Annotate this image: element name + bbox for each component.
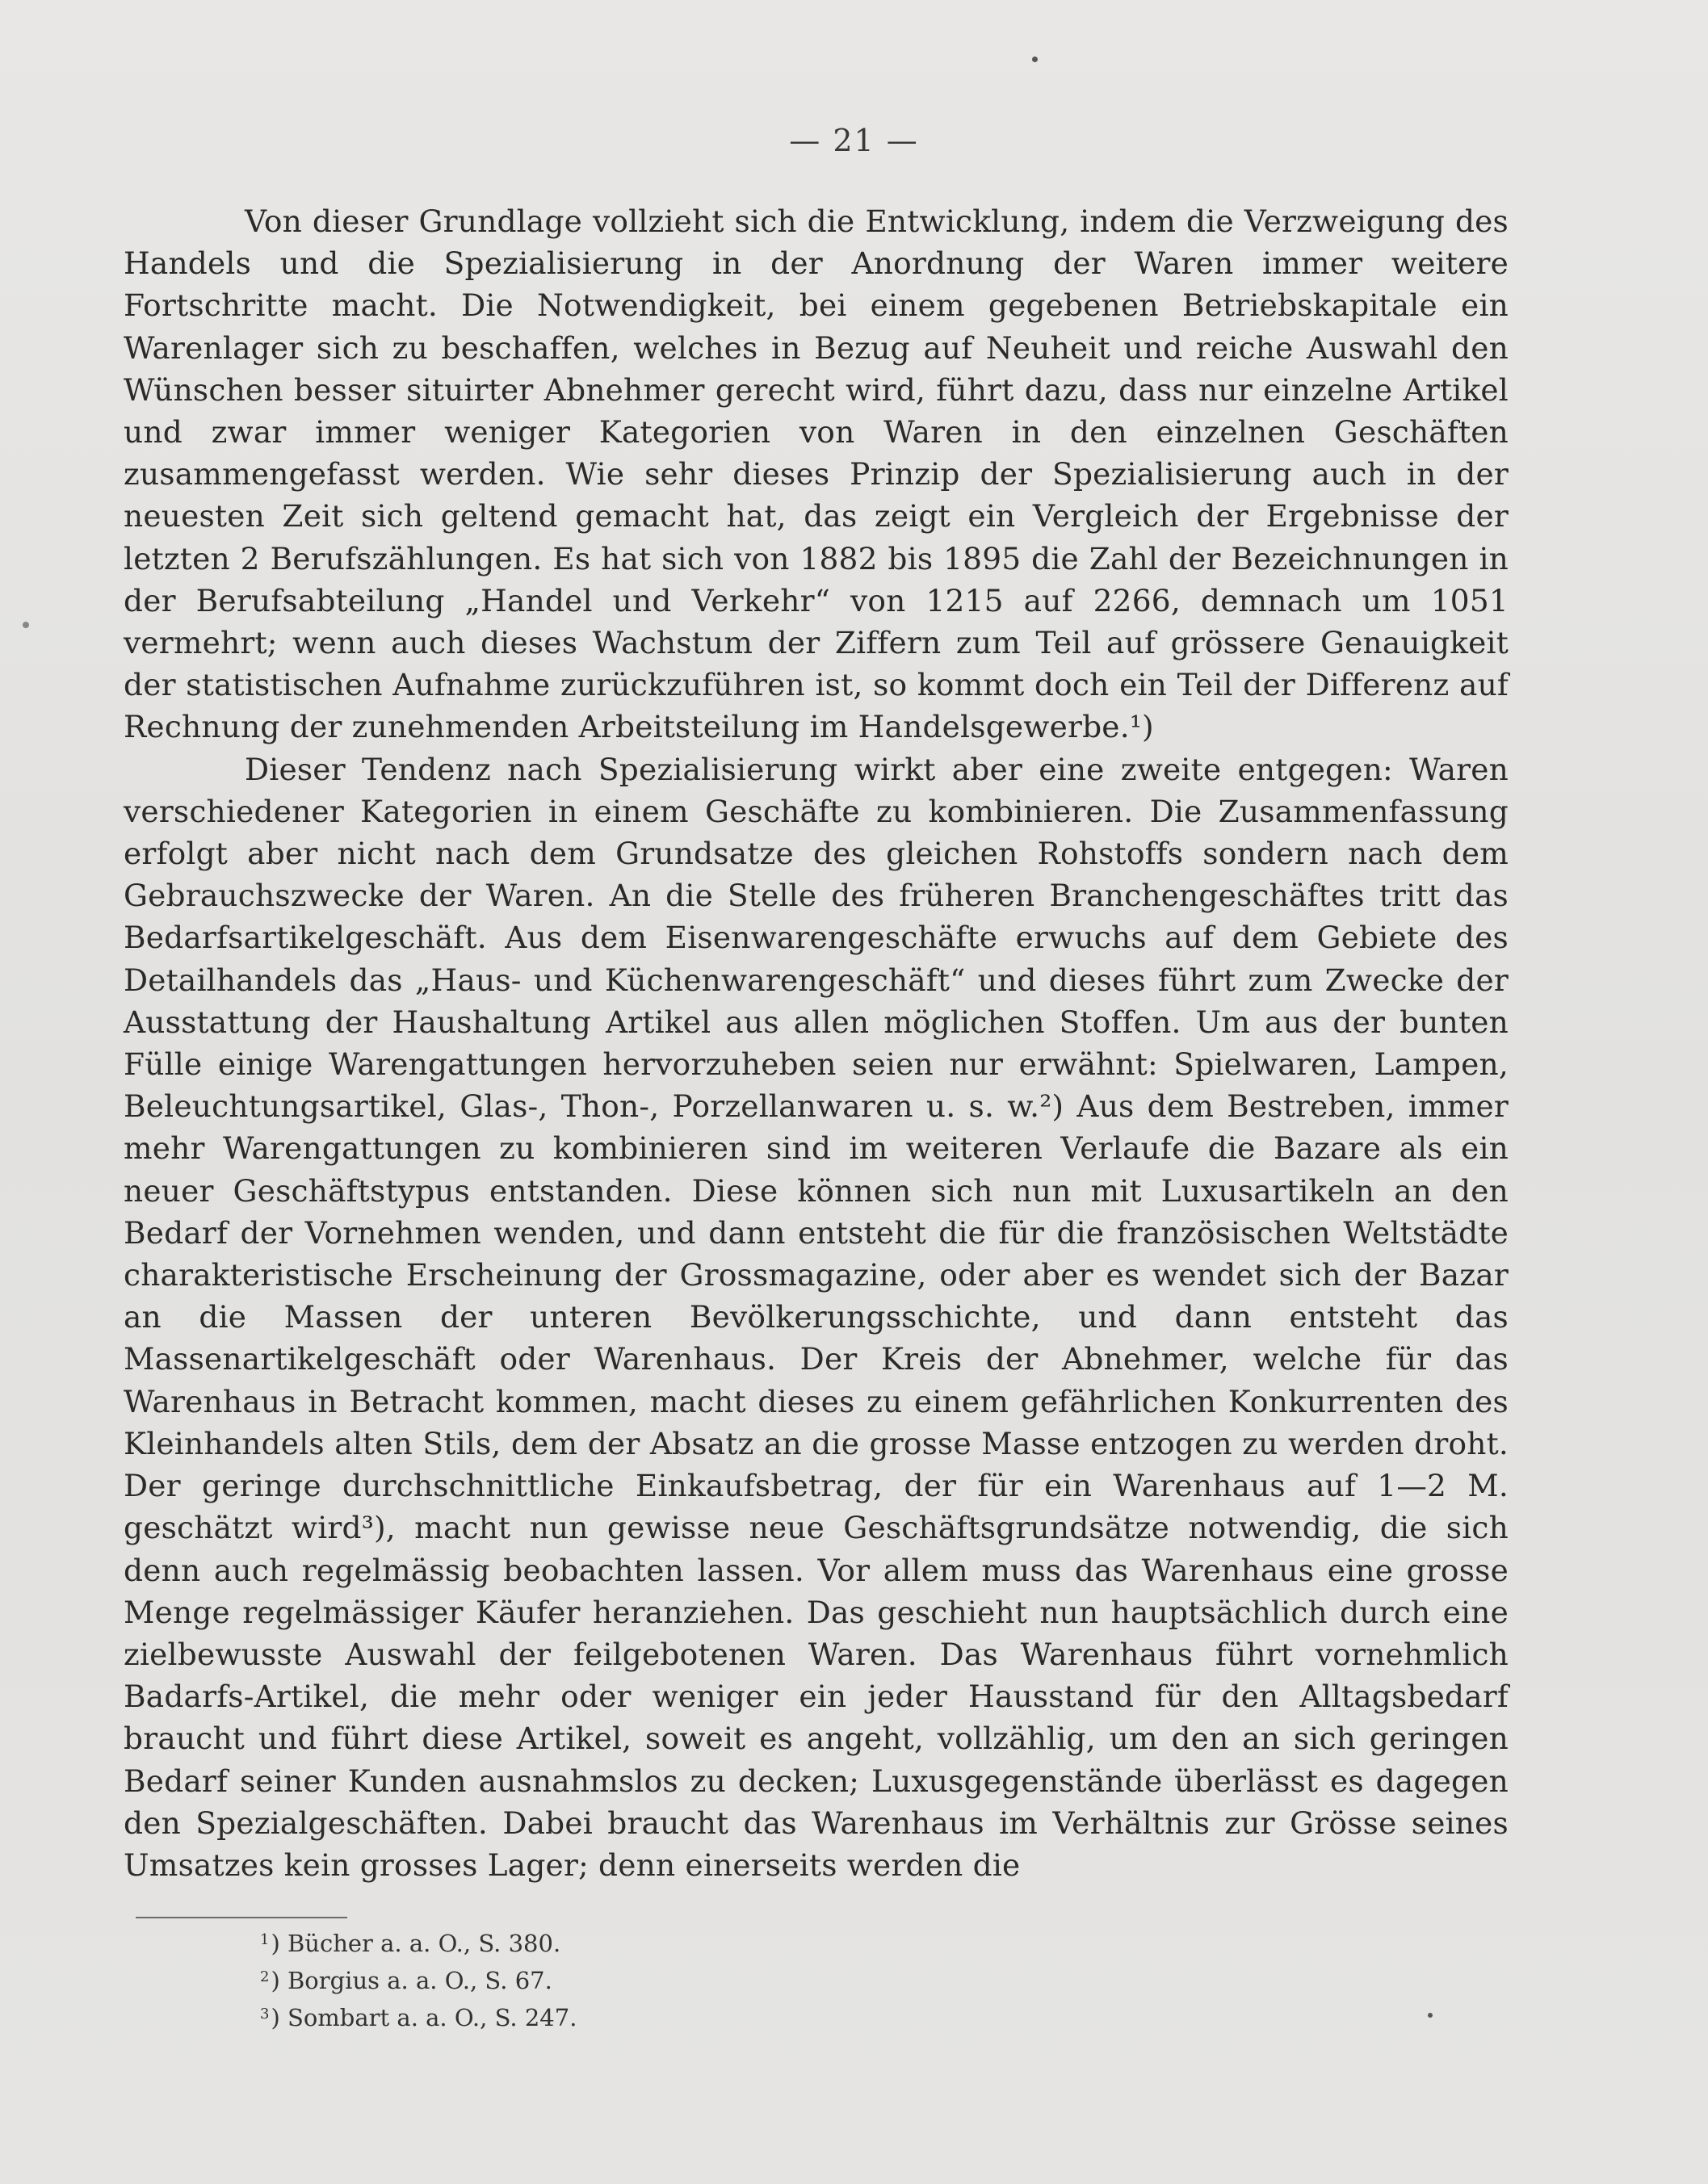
- page-number: — 21 —: [789, 123, 919, 158]
- footnote-marker: 3: [260, 2006, 270, 2023]
- footnote-text: ) Bücher a. a. O., S. 380.: [271, 1930, 561, 1957]
- footnote-3: [260, 1997, 987, 2035]
- paper-speck: [1428, 2013, 1433, 2018]
- paragraph-2: Dieser Tendenz nach Spezialisierung wirkt aber eine zweite entgegen: Waren verschiedener Kategorien in einem Geschäfte zu kombinieren. Die Zusammenfassung erfolgt aber nicht nach dem Grundsatze des gleichen Rohstoffs sondern nach dem Gebrauchszwecke der Waren. An die Stelle des früheren Branchengeschäftes tritt das Bedarfsartikelgeschäft. Aus dem Eisenwarengeschäfte erwuchs auf dem Gebiete des Detailhandels das „Haus- und Küchenwarengeschäft“ und dieses führt zum Zwecke der Ausstattung der Haushaltung Artikel aus allen möglichen Stoffen. Um aus der bunten Fülle einige Warengattungen hervorzuheben seien nur erwähnt: Spielwaren, Lampen, Beleuchtungsartikel, Glas-, Thon-, Porzellanwaren u. s. w.²) Aus dem Bestreben, immer mehr Warengattungen zu kombinieren sind im weiteren Verlaufe die Bazare als ein neuer Geschäftstypus entstanden. Diese können sich nun mit Luxusartikeln an den Bedarf der Vornehmen wenden, und dann entsteht die für die französischen Weltstädte charakteristische Erscheinung der Grossmagazine, oder aber es wendet sich der Bazar an die Massen der unteren Bevölkerungsschichte, und dann entsteht das Massenartikelgeschäft oder Warenhaus. Der Kreis der Abnehmer, welche für das Warenhaus in Betracht kommen, macht dieses zu einem gefährlichen Konkurrenten des Kleinhandels alten Stils, dem der Absatz an die grosse Masse entzogen zu werden droht. Der geringe durchschnittliche Einkaufsbetrag, der für ein Warenhaus auf 1—2 M. geschätzt wird³), macht nun gewisse neue Geschäftsgrundsätze notwendig, die sich denn auch regelmässig beobachten lassen. Vor allem muss das Warenhaus eine grosse Menge regelmässiger Käufer heranziehen. Das geschieht nun hauptsächlich durch eine zielbewusste Auswahl der feilgebotenen Waren. Das Warenhaus führt vornehmlich Badarfs-Artikel, die mehr oder weniger ein jeder Hausstand für den Alltagsbedarf braucht und führt diese Artikel, soweit es angeht, vollzählig, um den an sich geringen Bedarf seiner Kunden ausnahmslos zu decken; Luxusgegenstände überlässt es dagegen den Spezialgeschäften. Dabei braucht das Warenhaus im Verhältnis zur Grösse seines Umsatzes kein grosses Lager; denn einerseits werden die: [124, 751, 1509, 1883]
- footnote-marker: 1: [260, 1931, 270, 1948]
- footnotes: [260, 1923, 987, 2035]
- footnote-marker: 2: [260, 1968, 270, 1985]
- footnote-divider: [136, 1917, 347, 1918]
- paper-speck: [23, 622, 29, 628]
- footnote-text: ) Borgius a. a. O., S. 67.: [271, 1967, 552, 1994]
- body-text: [124, 200, 1509, 1886]
- footnote-text: ) Sombart a. a. O., S. 247.: [271, 2004, 577, 2031]
- paper-speck: [1032, 57, 1038, 62]
- paragraph-1: Von dieser Grundlage vollzieht sich die Entwicklung, indem die Verzweigung des Handels und die Spezialisierung in der Anordnung der Waren immer weitere Fortschritte macht. Die Notwendigkeit, bei einem gegebenen Betriebskapitale ein Warenlager sich zu beschaffen, welches in Bezug auf Neuheit und reiche Auswahl den Wünschen besser situirter Abnehmer gerecht wird, führt dazu, dass nur einzelne Artikel und zwar immer weniger Kategorien von Waren in den einzelnen Geschäften zusammengefasst werden. Wie sehr dieses Prinzip der Spezialisierung auch in der neuesten Zeit sich geltend gemacht hat, das zeigt ein Vergleich der Ergebnisse der letzten 2 Berufszählungen. Es hat sich von 1882 bis 1895 die Zahl der Bezeichnungen in der Berufsabteilung „Handel und Verkehr“ von 1215 auf 2266, demnach um 1051 vermehrt; wenn auch dieses Wachstum der Ziffern zum Teil auf grössere Genauigkeit der statistischen Aufnahme zurückzuführen ist, so kommt doch ein Teil der Differenz auf Rechnung der zunehmenden Arbeitsteilung im Handelsgewerbe.¹): [124, 203, 1509, 745]
- footnote-1: [260, 1923, 987, 1960]
- footnote-2: [260, 1960, 987, 1997]
